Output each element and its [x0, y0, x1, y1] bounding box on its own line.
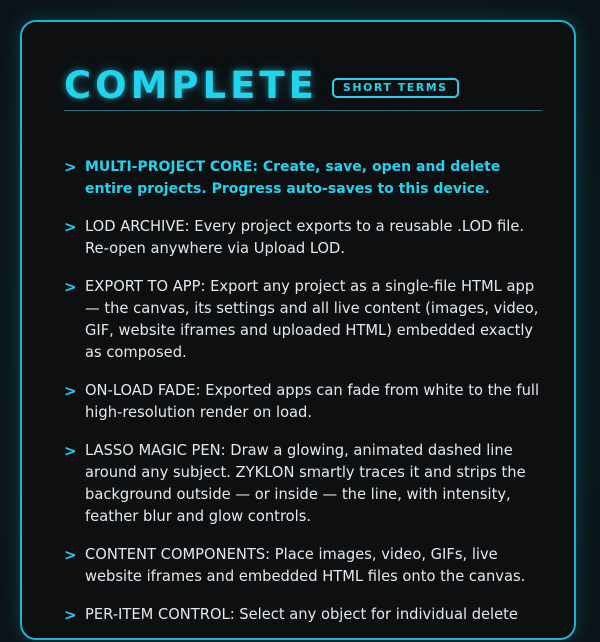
- list-item-text: PER-ITEM CONTROL: Select any object for individual delete: [85, 606, 518, 623]
- list-item-text: LASSO MAGIC PEN: Draw a glowing, animated dashed line around any subject. ZYKLON smartly traces it and strips the background outside — or inside — the line, with intensity, feather blur and glow controls.: [85, 442, 526, 525]
- chevron-right-icon: >: [64, 218, 77, 236]
- chevron-right-icon: >: [64, 606, 77, 624]
- short-terms-badge: SHORT TERMS: [332, 78, 459, 98]
- feature-list: [64, 156, 550, 642]
- list-item: [64, 440, 550, 528]
- list-item-text: CONTENT COMPONENTS: Place images, video, GIFs, live website iframes and embedded HTML files onto the canvas.: [85, 546, 526, 585]
- chevron-right-icon: >: [64, 382, 77, 400]
- list-item: [64, 380, 550, 424]
- list-item-text: ON-LOAD FADE: Exported apps can fade from white to the full high-resolution render on load.: [85, 382, 540, 421]
- chevron-right-icon: >: [64, 278, 77, 296]
- chevron-right-icon: >: [64, 546, 77, 564]
- chevron-right-icon: >: [64, 442, 77, 460]
- panel-title: COMPLETE: [64, 64, 318, 107]
- list-item: [64, 216, 550, 260]
- list-item: [64, 604, 550, 626]
- list-item-text: EXPORT TO APP: Export any project as a single-file HTML app — the canvas, its settings and all live content (images, video, GIF, website iframes and uploaded HTML) embedded exactly as composed.: [85, 278, 539, 361]
- list-item-text: MULTI-PROJECT CORE: Create, save, open and delete entire projects. Progress auto-saves to this device.: [85, 159, 501, 197]
- list-item: [64, 156, 550, 200]
- chevron-right-icon: >: [64, 158, 77, 176]
- list-item: [64, 544, 550, 588]
- panel-header: [64, 66, 459, 106]
- list-item: [64, 276, 550, 364]
- complete-panel: [20, 20, 576, 640]
- list-item-text: LOD ARCHIVE: Every project exports to a reusable .LOD file. Re-open anywhere via Upload LOD.: [85, 218, 525, 257]
- header-divider: [64, 110, 542, 111]
